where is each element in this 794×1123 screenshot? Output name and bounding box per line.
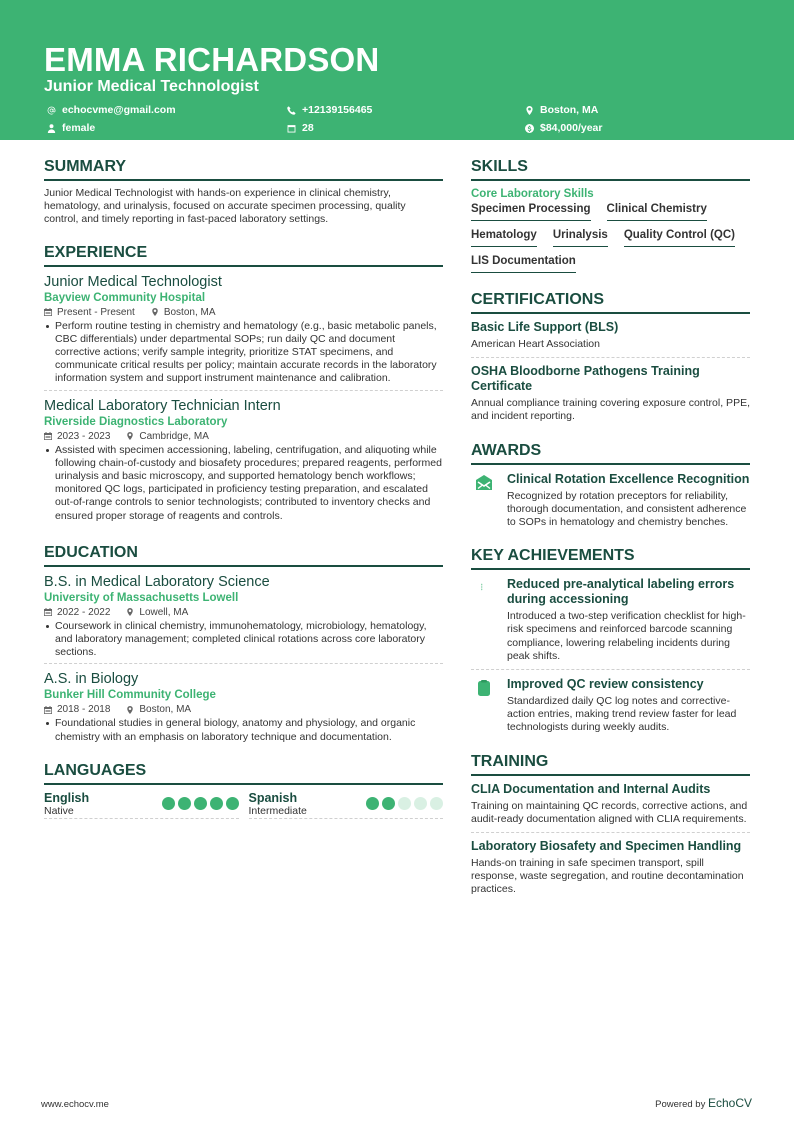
section-heading: SUMMARY (44, 158, 443, 181)
skill-tag: LIS Documentation (471, 255, 576, 273)
calendar-icon (44, 432, 52, 440)
awards-section (471, 442, 750, 536)
training-section (471, 753, 750, 903)
skills-section (471, 158, 750, 273)
proficiency-rating (366, 797, 443, 810)
contact-phone[interactable]: +12139156465 (284, 102, 522, 118)
resume-header (0, 0, 794, 140)
powered-by: Powered by EchoCV (655, 1096, 752, 1110)
location-icon (524, 105, 534, 115)
candidate-title: Junior Medical Technologist (44, 78, 259, 95)
training-title: CLIA Documentation and Internal Audits (471, 781, 711, 796)
award-entry (471, 465, 750, 536)
skill-tag: Clinical Chemistry (607, 203, 707, 221)
education-entry (44, 664, 443, 747)
entry-meta: 2023 - 2023 Cambridge, MA (44, 430, 443, 443)
achievement-description: Introduced a two-step verification checklist for high-risk specimens and reinforced barcode scanning compliance, lowering relabeling incidents during peak shifts. (507, 610, 746, 662)
entry-meta: 2018 - 2018 Boston, MA (44, 703, 443, 716)
calendar-icon (44, 308, 52, 316)
candidate-name: EMMA RICHARDSON (44, 41, 380, 78)
skill-tag: Quality Control (QC) (624, 229, 735, 247)
skill-tag: Urinalysis (553, 229, 608, 247)
certification-entry (471, 314, 750, 358)
institution: Bunker Hill Community College (44, 689, 216, 702)
training-description: Training on maintaining QC records, corrective actions, and audit-ready documentation aligned with CLIA requirements. (471, 799, 748, 825)
calendar-icon (44, 706, 52, 714)
achievement-entry (471, 670, 750, 741)
section-heading: SKILLS (471, 158, 750, 181)
institution: University of Massachusetts Lowell (44, 591, 239, 604)
section-heading: KEY ACHIEVEMENTS (471, 547, 750, 570)
contact-age: 28 (284, 120, 522, 136)
certification-title: Basic Life Support (BLS) (471, 320, 619, 334)
certification-issuer: American Heart Association (471, 338, 600, 350)
bullet-list (44, 444, 443, 523)
dots-vertical-icon (480, 579, 488, 595)
location-icon (151, 308, 159, 316)
section-heading: EXPERIENCE (44, 244, 443, 267)
bullet-item: Foundational studies in general biology, anatomy and physiology, and organic chemistry with an emphasis on laboratory technique and documentation. (44, 717, 443, 743)
rating-dot-empty (398, 797, 411, 810)
skill-category: Core Laboratory Skills (471, 188, 594, 200)
contact-gender: female (44, 120, 284, 136)
summary-text: Junior Medical Technologist with hands-on experience in clinical chemistry, hematology, and urinalysis, focused on accurate specimen processing, quality control, and timely reporting in fast-paced laboratory settings. (44, 187, 406, 226)
training-entry (471, 833, 750, 903)
employer: Bayview Community Hospital (44, 291, 206, 304)
right-column (471, 140, 750, 903)
money-icon (524, 123, 534, 133)
certification-description: Annual compliance training covering exposure control, PPE, and incident reporting. (471, 397, 750, 423)
language-name: Spanish (248, 790, 298, 805)
degree: B.S. in Medical Laboratory Science (44, 573, 270, 590)
person-icon (46, 123, 56, 133)
award-title: Clinical Rotation Excellence Recognition (507, 471, 750, 486)
training-title: Laboratory Biosafety and Specimen Handling (471, 839, 742, 854)
training-entry (471, 776, 750, 833)
calendar-icon (286, 123, 296, 133)
contact-email[interactable]: echocvme@gmail.com (44, 102, 284, 118)
achievement-entry (471, 570, 750, 670)
section-heading: TRAINING (471, 753, 750, 776)
language-level: Intermediate (248, 804, 307, 817)
proficiency-rating (162, 797, 239, 810)
certifications-section (471, 291, 750, 430)
degree: A.S. in Biology (44, 671, 139, 688)
brand-logo[interactable]: EchoCV (707, 1096, 752, 1110)
contact-salary: $84,000/year (522, 120, 762, 136)
language-item (249, 791, 444, 819)
rating-dot-filled (382, 797, 395, 810)
rating-dot-filled (194, 797, 207, 810)
languages-section (44, 762, 443, 819)
rating-dot-empty (430, 797, 443, 810)
job-title: Junior Medical Technologist (44, 273, 222, 290)
language-level: Native (44, 804, 74, 817)
achievements-section (471, 547, 750, 740)
bullet-item: Assisted with specimen accessioning, labeling, centrifugation, and aliquoting while following chain-of-custody and biosafety procedures; prepared reagents, performed urinalysis and basic microscopy, and supported hematology bench workflows; monitored QC logs, participated in proficiency testing preparation, and escalated out-of-range controls to senior technologists; contributed to inventory checks and ensured proper storage of reagents and controls. (44, 444, 443, 523)
bullet-item: Perform routine testing in chemistry and hematology (e.g., basic metabolic panels, CBC differentials) under departmental SOPs; run daily QC and document corrective actions; verify sample integrity, prioritize STAT specimens, and communicate critical results per policy; maintain accurate records in the laboratory information system and support instrument maintenance and calibration. (44, 320, 443, 386)
skill-list (471, 203, 750, 273)
skill-tag: Hematology (471, 229, 537, 247)
training-description: Hands-on training in safe specimen transport, spill response, waste segregation, and routine decontamination practices. (471, 857, 744, 896)
section-heading: CERTIFICATIONS (471, 291, 750, 314)
at-icon (46, 105, 56, 115)
certification-entry (471, 358, 750, 429)
achievement-title: Improved QC review consistency (507, 677, 704, 692)
achievement-description: Standardized daily QC log notes and corrective-action entries, making trend review faster for lead technologists during weekly audits. (507, 695, 737, 734)
calendar-icon (44, 608, 52, 616)
section-heading: AWARDS (471, 442, 750, 465)
skill-tag: Specimen Processing (471, 203, 591, 221)
education-section (44, 544, 443, 748)
rating-dot-filled (178, 797, 191, 810)
page-footer (0, 1093, 794, 1123)
bullet-list (44, 717, 443, 743)
contact-location: Boston, MA (522, 102, 762, 118)
section-heading: EDUCATION (44, 544, 443, 567)
award-description: Recognized by rotation preceptors for reliability, thorough documentation, and consistent adherence to SOPs in hematology and chemistry benches. (507, 489, 747, 529)
language-item (44, 791, 239, 819)
bullet-list (44, 320, 443, 386)
experience-entry (44, 391, 443, 527)
phone-icon (286, 105, 296, 115)
bullet-item: Coursework in clinical chemistry, immunohematology, microbiology, hematology, and laboratory management; completed clinical rotations across core laboratory sections. (44, 620, 443, 660)
section-heading: LANGUAGES (44, 762, 443, 785)
rating-dot-filled (162, 797, 175, 810)
location-icon (126, 608, 134, 616)
clipboard-icon (475, 679, 493, 697)
language-name: English (44, 790, 90, 805)
experience-entry (44, 267, 443, 391)
contact-info (44, 102, 750, 136)
experience-section (44, 244, 443, 527)
rating-dot-empty (414, 797, 427, 810)
bullet-list (44, 620, 443, 660)
location-icon (126, 432, 134, 440)
rating-dot-filled (226, 797, 239, 810)
entry-meta: Present - Present Boston, MA (44, 306, 443, 319)
summary-section (44, 158, 443, 227)
certification-title: OSHA Bloodborne Pathogens Training Certificate (471, 364, 700, 394)
rating-dot-filled (366, 797, 379, 810)
location-icon (126, 706, 134, 714)
left-column (44, 140, 443, 903)
website-link[interactable]: www.echocv.me (41, 1099, 109, 1110)
achievement-title: Reduced pre-analytical labeling errors during accessioning (507, 577, 735, 607)
employer: Riverside Diagnostics Laboratory (44, 415, 228, 428)
rating-dot-filled (210, 797, 223, 810)
job-title: Medical Laboratory Technician Intern (44, 397, 281, 414)
envelope-open-icon (475, 474, 493, 492)
entry-meta: 2022 - 2022 Lowell, MA (44, 606, 443, 619)
education-entry (44, 567, 443, 665)
